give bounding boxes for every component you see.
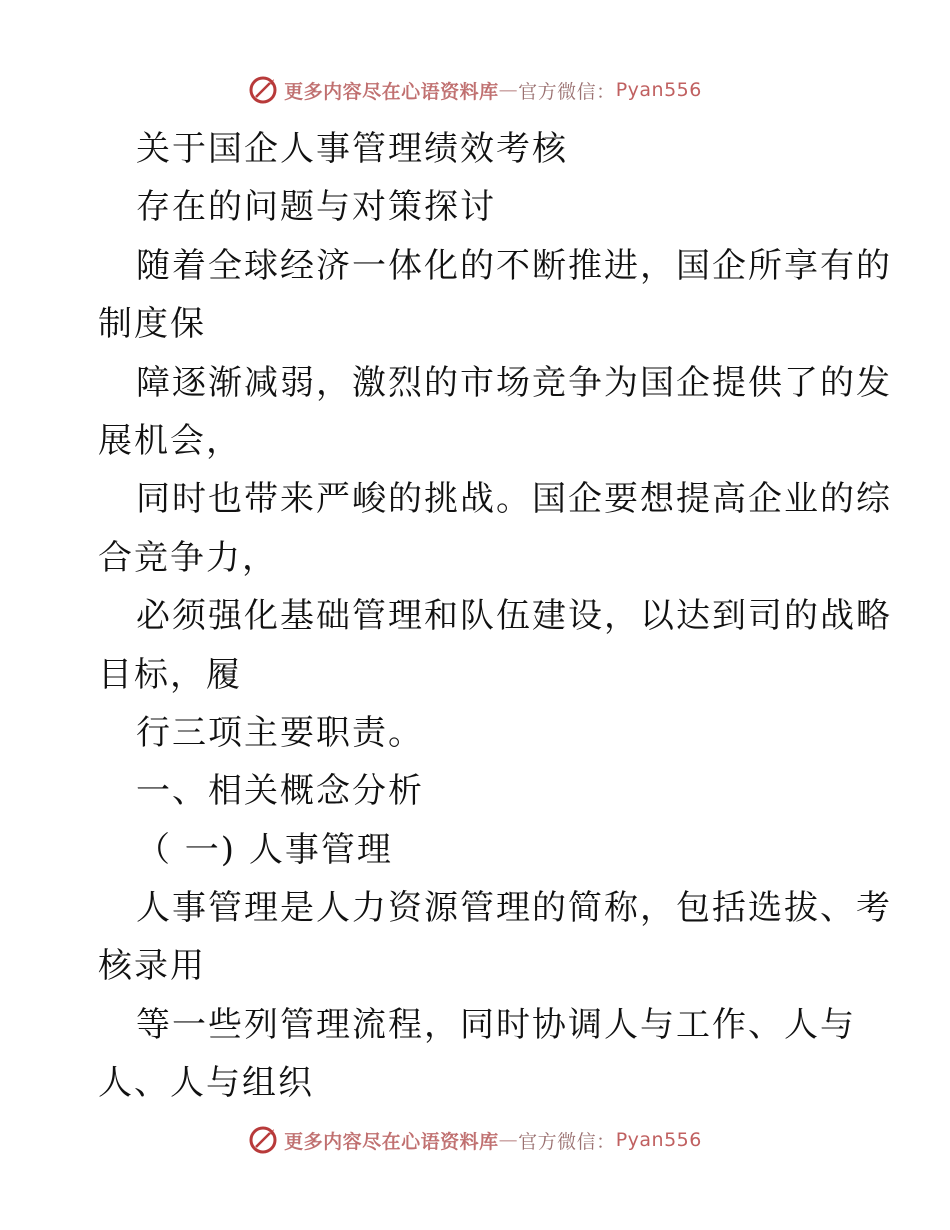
quill-logo-icon — [248, 1125, 278, 1155]
text-line: 障逐渐减弱，激烈的市场竞争为国企提供了的发 — [136, 362, 892, 403]
watermark-dash: — — [498, 1129, 519, 1151]
watermark-sub-text: 官方微信： — [518, 1130, 616, 1153]
text-line: 核录用 — [98, 946, 206, 987]
header-watermark — [0, 70, 950, 110]
text-line: 存在的问题与对策探讨 — [136, 187, 496, 228]
text-line: 关于国企人事管理绩效考核 — [136, 129, 568, 169]
footer-watermark — [0, 1120, 950, 1160]
text-line: 制度保 — [98, 304, 206, 345]
quill-logo-icon — [248, 75, 278, 105]
text-line: 人、人与组织 — [98, 1063, 314, 1104]
text-line: 行三项主要职责。 — [136, 712, 424, 753]
text-line: 展机会， — [98, 420, 242, 461]
watermark-id: Pyan556 — [615, 1129, 702, 1151]
text-line: 同时也带来严峻的挑战。国企要想提高企业的综 — [136, 479, 892, 520]
document-body — [98, 120, 892, 1113]
text-line: （ 一) 人事管理 — [136, 829, 393, 870]
watermark-sub-text: 官方微信： — [518, 80, 616, 103]
watermark-main-text: 更多内容尽在心语资料库 — [284, 1130, 499, 1153]
watermark-dash: — — [498, 79, 519, 101]
watermark-main-text: 更多内容尽在心语资料库 — [284, 80, 499, 103]
text-line: 随着全球经济一体化的不断推进，国企所享有的 — [136, 245, 892, 286]
text-line: 必须强化基础管理和队伍建设，以达到司的战略 — [136, 596, 892, 637]
text-line: 等一些列管理流程，同时协调人与工作、人与 — [136, 1004, 856, 1045]
watermark-id: Pyan556 — [615, 79, 702, 101]
text-line: 人事管理是人力资源管理的简称，包括选拔、考 — [136, 888, 892, 929]
text-line: 目标，履 — [98, 654, 242, 695]
text-line: 一、相关概念分析 — [136, 771, 424, 812]
text-line: 合竞争力， — [98, 537, 278, 578]
